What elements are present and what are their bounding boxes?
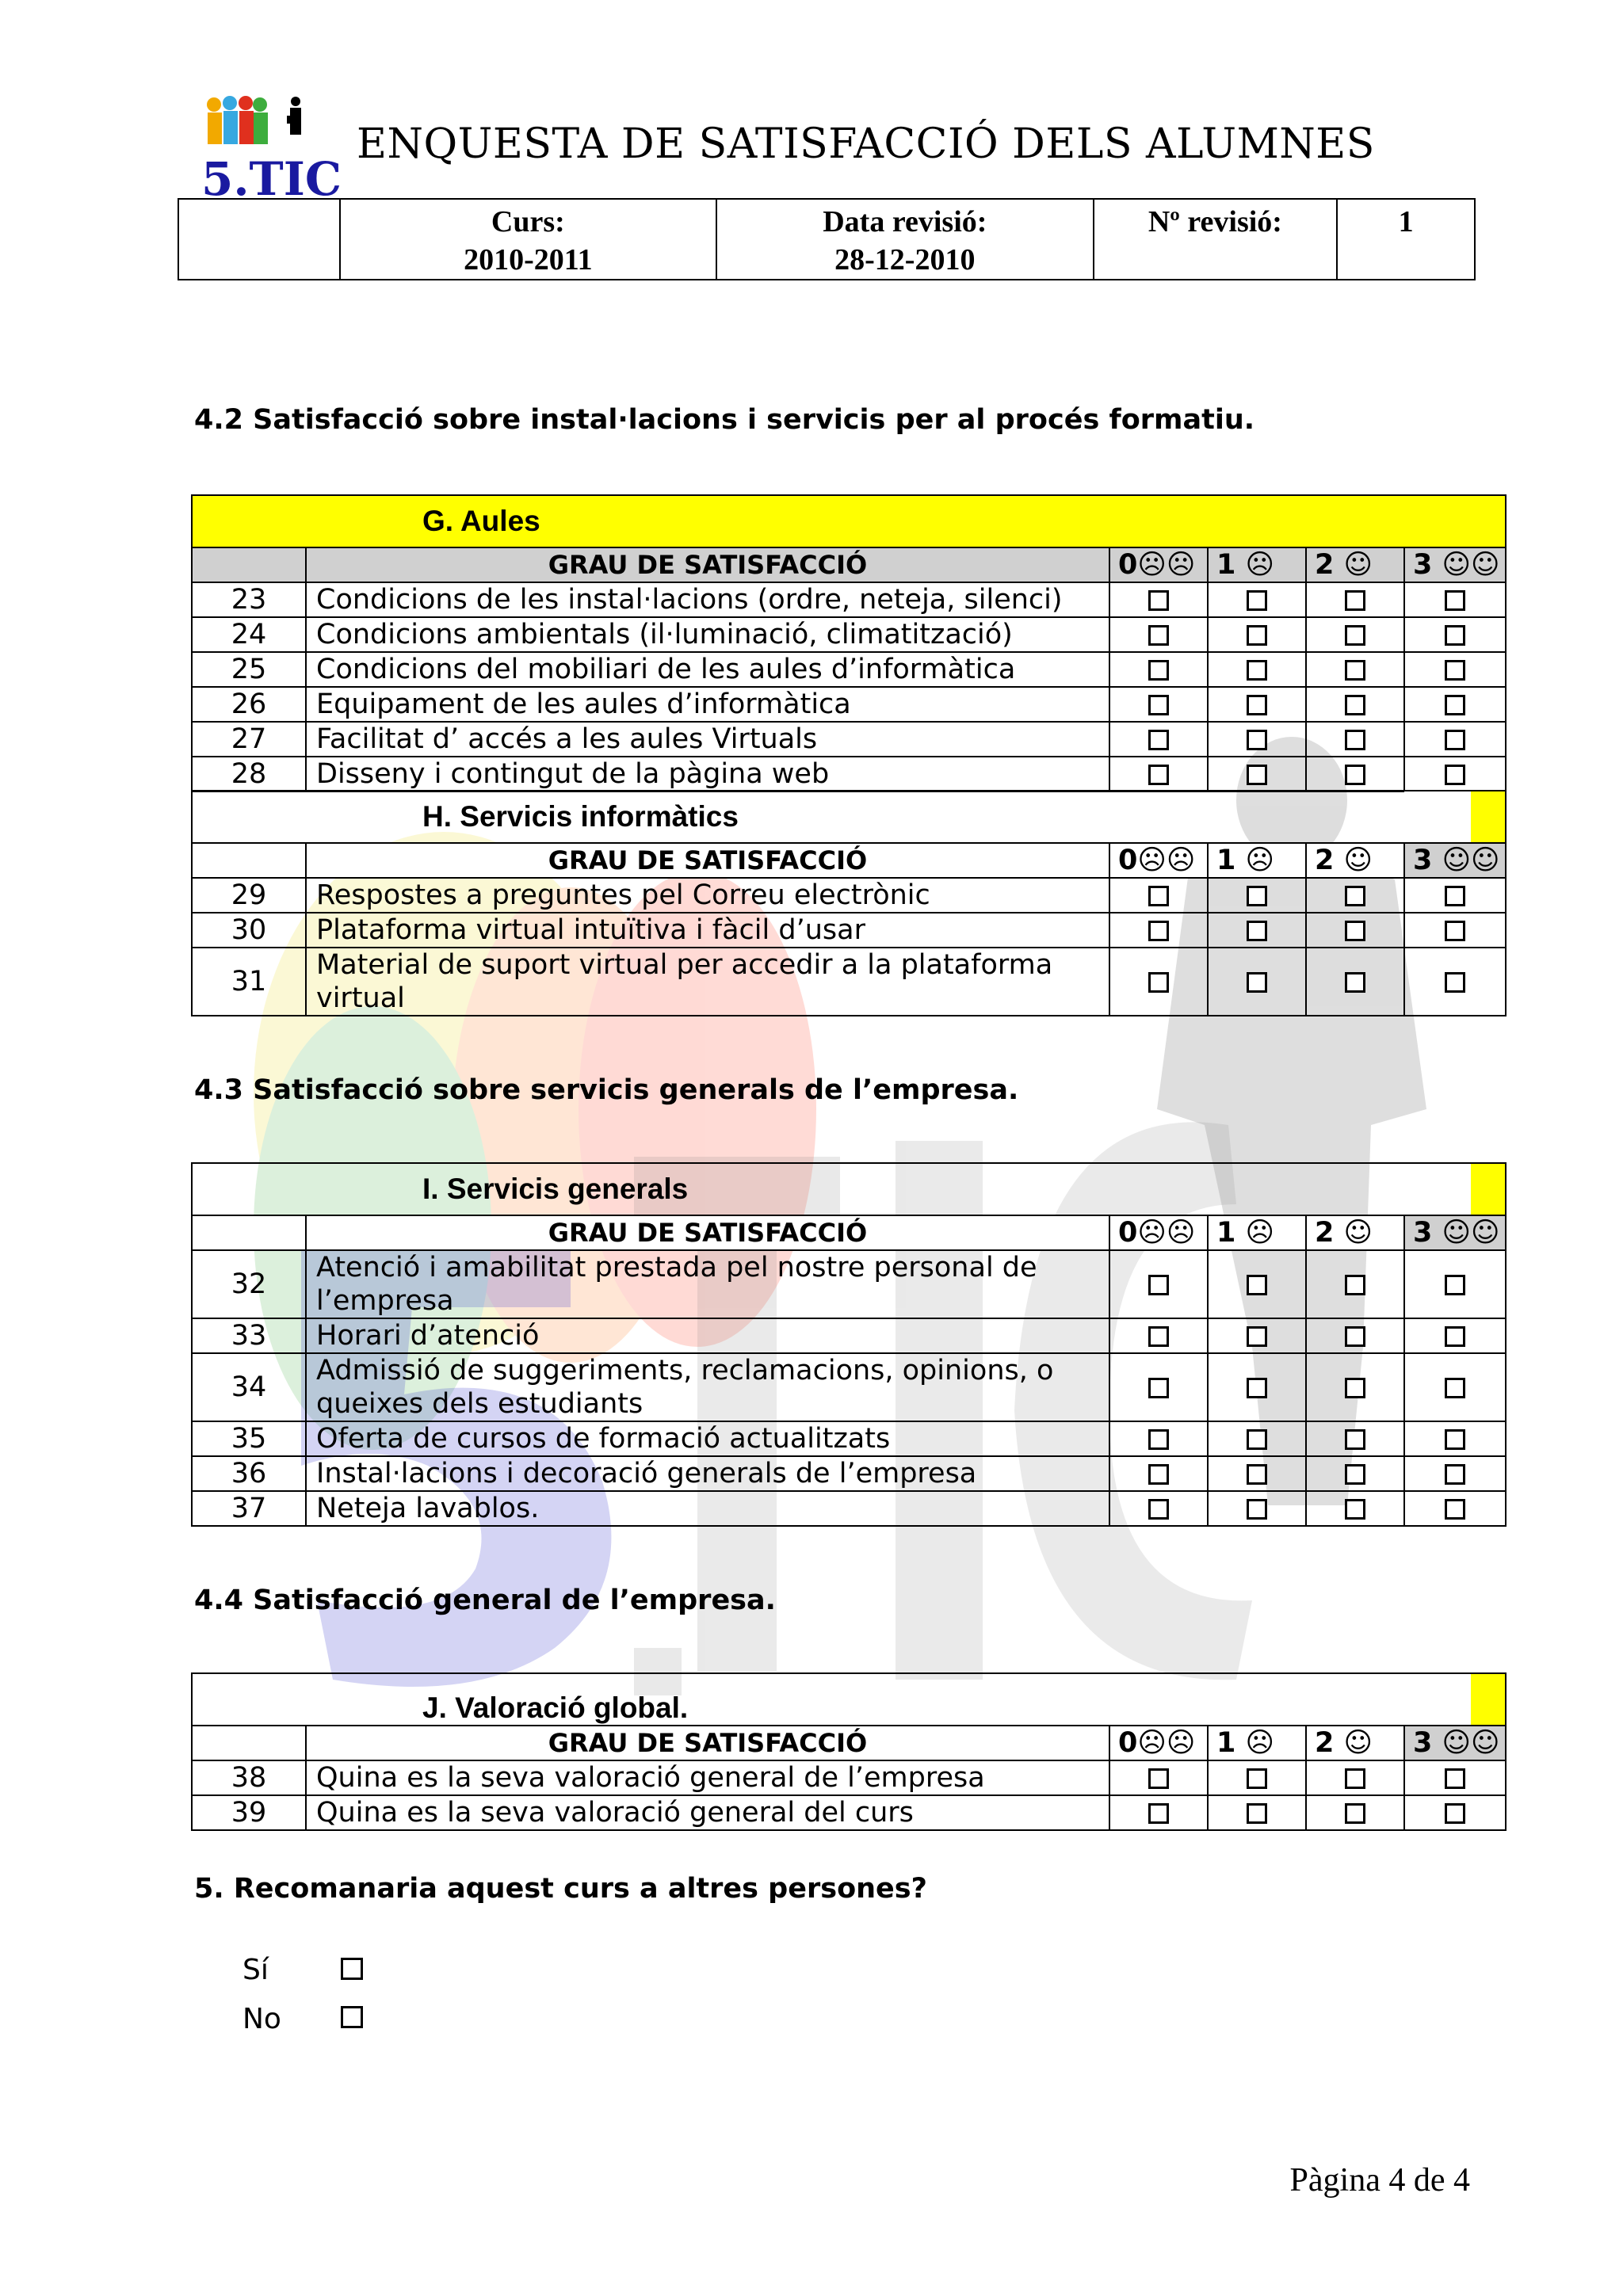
meta-empty-cell xyxy=(178,199,340,280)
rating-checkbox-3[interactable] xyxy=(1445,730,1465,750)
rating-cell-2 xyxy=(1306,913,1404,948)
rating-checkbox-2[interactable] xyxy=(1345,730,1365,750)
rating-checkbox-3[interactable] xyxy=(1445,765,1465,785)
rating-cell-2 xyxy=(1306,1491,1404,1526)
rating-checkbox-1[interactable] xyxy=(1247,730,1267,750)
table-row xyxy=(192,617,1506,652)
num-revisio-label: Nº revisió: xyxy=(1094,199,1338,280)
rating-checkbox-2[interactable] xyxy=(1345,1429,1365,1450)
rating-cell-1 xyxy=(1208,1353,1306,1421)
header-num-cell xyxy=(192,547,306,582)
rating-cell-2 xyxy=(1306,687,1404,722)
company-logo xyxy=(197,93,342,206)
question-text: Material de suport virtual per accedir a la plataforma virtual xyxy=(306,948,1109,1016)
rating-cell-0 xyxy=(1109,1318,1208,1353)
rating-cell-3 xyxy=(1404,722,1506,757)
question-number: 37 xyxy=(192,1491,306,1526)
rating-checkbox-0[interactable] xyxy=(1148,1326,1169,1347)
rating-cell-1 xyxy=(1208,652,1306,687)
rating-cell-3 xyxy=(1404,1353,1506,1421)
rating-cell-2 xyxy=(1306,878,1404,913)
rating-cell-3 xyxy=(1404,1250,1506,1318)
rating-checkbox-3[interactable] xyxy=(1445,1768,1465,1789)
table-row xyxy=(192,1421,1506,1456)
table-row xyxy=(192,948,1506,1016)
scale-1: 1 ☹ xyxy=(1208,547,1306,582)
rating-cell-2 xyxy=(1306,948,1404,1016)
grau-label: GRAU DE SATISFACCIÓ xyxy=(306,843,1109,878)
rating-cell-1 xyxy=(1208,1760,1306,1795)
table-row xyxy=(192,1353,1506,1421)
scale-1: 1 ☹ xyxy=(1208,843,1306,878)
rating-checkbox-3[interactable] xyxy=(1445,1275,1465,1295)
question-number: 34 xyxy=(192,1353,306,1421)
question-number: 31 xyxy=(192,948,306,1016)
rating-cell-0 xyxy=(1109,1760,1208,1795)
rating-checkbox-3[interactable] xyxy=(1445,1464,1465,1485)
section-5-heading: 5. Recomanaria aquest curs a altres persones? xyxy=(194,1873,927,1905)
rating-cell-0 xyxy=(1109,757,1208,791)
rating-cell-1 xyxy=(1208,1250,1306,1318)
rating-cell-0 xyxy=(1109,722,1208,757)
rating-checkbox-1[interactable] xyxy=(1247,695,1267,715)
question-text: Condicions ambientals (il·luminació, climatització) xyxy=(306,617,1109,652)
table-row xyxy=(192,652,1506,687)
scale-0: 0☹☹ xyxy=(1109,1726,1208,1760)
curs-cell xyxy=(340,199,716,280)
rating-cell-0 xyxy=(1109,652,1208,687)
rating-checkbox-3[interactable] xyxy=(1445,1429,1465,1450)
question-number: 28 xyxy=(192,757,306,791)
section-4-3-heading: 4.3 Satisfacció sobre servicis generals de l’empresa. xyxy=(194,1074,1019,1106)
rating-cell-2 xyxy=(1306,1795,1404,1830)
rating-cell-0 xyxy=(1109,687,1208,722)
rating-checkbox-3[interactable] xyxy=(1445,1378,1465,1398)
table-row xyxy=(192,687,1506,722)
question-text: Respostes a preguntes pel Correu electrònic xyxy=(306,878,1109,913)
question-text: Admissió de suggeriments, reclamacions, opinions, o queixes dels estudiants xyxy=(306,1353,1109,1421)
rating-cell-2 xyxy=(1306,617,1404,652)
rating-cell-1 xyxy=(1208,687,1306,722)
question-number: 27 xyxy=(192,722,306,757)
rating-cell-1 xyxy=(1208,582,1306,617)
scale-0: 0☹☹ xyxy=(1109,1215,1208,1250)
rating-checkbox-3[interactable] xyxy=(1445,1499,1465,1520)
rating-cell-1 xyxy=(1208,1456,1306,1491)
rating-cell-3 xyxy=(1404,1491,1506,1526)
rating-checkbox-2[interactable] xyxy=(1345,590,1365,611)
rating-cell-0 xyxy=(1109,1421,1208,1456)
rating-checkbox-0[interactable] xyxy=(1148,1803,1169,1824)
table-title-band xyxy=(192,495,1506,547)
rating-checkbox-3[interactable] xyxy=(1445,886,1465,906)
rating-cell-2 xyxy=(1306,1456,1404,1491)
rating-checkbox-3[interactable] xyxy=(1445,590,1465,611)
rating-checkbox-3[interactable] xyxy=(1445,972,1465,993)
rating-checkbox-1[interactable] xyxy=(1247,1378,1267,1398)
scale-0: 0☹☹ xyxy=(1109,547,1208,582)
num-revisio-value: 1 xyxy=(1337,199,1475,280)
scale-3: 3 ☺☺ xyxy=(1404,843,1506,878)
rating-cell-0 xyxy=(1109,1456,1208,1491)
data-revisio-cell xyxy=(716,199,1094,280)
question-text: Neteja lavablos. xyxy=(306,1491,1109,1526)
rating-cell-3 xyxy=(1404,1760,1506,1795)
rating-checkbox-2[interactable] xyxy=(1345,765,1365,785)
rating-cell-2 xyxy=(1306,1353,1404,1421)
rating-checkbox-1[interactable] xyxy=(1247,886,1267,906)
rating-checkbox-0[interactable] xyxy=(1148,1464,1169,1485)
table-aules xyxy=(191,494,1507,792)
rating-checkbox-2[interactable] xyxy=(1345,1499,1365,1520)
question-number: 38 xyxy=(192,1760,306,1795)
question-text: Facilitat d’ accés a les aules Virtuals xyxy=(306,722,1109,757)
rating-cell-3 xyxy=(1404,617,1506,652)
title-corner xyxy=(1404,791,1506,843)
table-title-band xyxy=(192,1673,1404,1726)
rating-cell-3 xyxy=(1404,878,1506,913)
table-row xyxy=(192,582,1506,617)
table-title: I. Servicis generals xyxy=(422,1173,689,1205)
rating-cell-1 xyxy=(1208,1491,1306,1526)
rating-cell-3 xyxy=(1404,913,1506,948)
rating-checkbox-3[interactable] xyxy=(1445,921,1465,941)
rating-checkbox-1[interactable] xyxy=(1247,765,1267,785)
table-row xyxy=(192,1491,1506,1526)
rating-cell-3 xyxy=(1404,1421,1506,1456)
rating-cell-1 xyxy=(1208,1795,1306,1830)
rating-checkbox-1[interactable] xyxy=(1247,1326,1267,1347)
rating-checkbox-2[interactable] xyxy=(1345,921,1365,941)
answer-no-checkbox[interactable] xyxy=(341,2006,363,2028)
table-row xyxy=(192,1795,1506,1830)
rating-checkbox-3[interactable] xyxy=(1445,695,1465,715)
rating-checkbox-2[interactable] xyxy=(1345,1378,1365,1398)
question-text: Quina es la seva valoració general de l’empresa xyxy=(306,1760,1109,1795)
curs-label: Curs: xyxy=(491,205,565,238)
scale-3: 3 ☺☺ xyxy=(1404,1215,1506,1250)
rating-checkbox-2[interactable] xyxy=(1345,1275,1365,1295)
rating-cell-2 xyxy=(1306,1318,1404,1353)
question-number: 26 xyxy=(192,687,306,722)
rating-checkbox-0[interactable] xyxy=(1148,1429,1169,1450)
rating-cell-0 xyxy=(1109,878,1208,913)
question-text: Condicions de les instal·lacions (ordre, neteja, silenci) xyxy=(306,582,1109,617)
rating-cell-1 xyxy=(1208,617,1306,652)
question-number: 35 xyxy=(192,1421,306,1456)
rating-cell-2 xyxy=(1306,1760,1404,1795)
rating-checkbox-0[interactable] xyxy=(1148,921,1169,941)
question-number: 23 xyxy=(192,582,306,617)
rating-checkbox-0[interactable] xyxy=(1148,730,1169,750)
question-text: Horari d’atenció xyxy=(306,1318,1109,1353)
rating-checkbox-0[interactable] xyxy=(1148,886,1169,906)
rating-cell-0 xyxy=(1109,1250,1208,1318)
table-title: G. Aules xyxy=(422,505,540,537)
rating-cell-0 xyxy=(1109,582,1208,617)
scale-2: 2 ☺ xyxy=(1306,1215,1404,1250)
rating-cell-3 xyxy=(1404,652,1506,687)
table-title-band xyxy=(192,791,1404,843)
table-title-band xyxy=(192,1163,1404,1215)
rating-checkbox-0[interactable] xyxy=(1148,765,1169,785)
scale-0: 0☹☹ xyxy=(1109,843,1208,878)
answer-no-label: No xyxy=(242,2003,281,2035)
rating-checkbox-0[interactable] xyxy=(1148,1499,1169,1520)
table-row xyxy=(192,757,1506,791)
question-number: 33 xyxy=(192,1318,306,1353)
question-number: 29 xyxy=(192,878,306,913)
table-row xyxy=(192,1318,1506,1353)
question-text: Plataforma virtual intuïtiva i fàcil d’usar xyxy=(306,913,1109,948)
table-row xyxy=(192,913,1506,948)
question-number: 30 xyxy=(192,913,306,948)
rating-checkbox-1[interactable] xyxy=(1247,1429,1267,1450)
scale-3: 3 ☺☺ xyxy=(1404,1726,1506,1760)
question-text: Atenció i amabilitat prestada pel nostre personal de l’empresa xyxy=(306,1250,1109,1318)
table-title: J. Valoració global. xyxy=(422,1691,689,1724)
rating-cell-1 xyxy=(1208,722,1306,757)
scale-1: 1 ☹ xyxy=(1208,1726,1306,1760)
rating-cell-2 xyxy=(1306,757,1404,791)
question-number: 25 xyxy=(192,652,306,687)
rating-cell-1 xyxy=(1208,1318,1306,1353)
question-number: 36 xyxy=(192,1456,306,1491)
rating-checkbox-1[interactable] xyxy=(1247,1803,1267,1824)
rating-cell-0 xyxy=(1109,1353,1208,1421)
rating-cell-0 xyxy=(1109,948,1208,1016)
rating-cell-1 xyxy=(1208,948,1306,1016)
rating-checkbox-1[interactable] xyxy=(1247,660,1267,681)
table-valoracio-global xyxy=(191,1672,1507,1831)
rating-cell-3 xyxy=(1404,757,1506,791)
rating-checkbox-2[interactable] xyxy=(1345,1326,1365,1347)
rating-cell-3 xyxy=(1404,1456,1506,1491)
rating-checkbox-2[interactable] xyxy=(1345,886,1365,906)
title-corner xyxy=(1404,1673,1506,1726)
grau-label: GRAU DE SATISFACCIÓ xyxy=(306,1215,1109,1250)
section-4-2-heading: 4.2 Satisfacció sobre instal·lacions i servicis per al procés formatiu. xyxy=(194,404,1255,436)
title-corner xyxy=(1404,1163,1506,1215)
header-num-cell xyxy=(192,1215,306,1250)
table-row xyxy=(192,878,1506,913)
rating-cell-3 xyxy=(1404,582,1506,617)
rating-cell-3 xyxy=(1404,687,1506,722)
header-num-cell xyxy=(192,843,306,878)
table-servicis-informatics xyxy=(191,790,1507,1016)
question-number: 39 xyxy=(192,1795,306,1830)
rating-cell-1 xyxy=(1208,757,1306,791)
table-row xyxy=(192,1250,1506,1318)
rating-cell-2 xyxy=(1306,1421,1404,1456)
rating-checkbox-0[interactable] xyxy=(1148,972,1169,993)
rating-cell-2 xyxy=(1306,722,1404,757)
scale-3: 3 ☺☺ xyxy=(1404,547,1506,582)
answer-yes-checkbox[interactable] xyxy=(341,1958,363,1980)
data-revisio-value: 28-12-2010 xyxy=(834,243,976,277)
page-number: Pàgina 4 de 4 xyxy=(1289,2162,1470,2199)
rating-cell-1 xyxy=(1208,913,1306,948)
rating-cell-0 xyxy=(1109,913,1208,948)
svg-text:5.TIC: 5.TIC xyxy=(201,152,342,206)
rating-cell-0 xyxy=(1109,1795,1208,1830)
rating-checkbox-1[interactable] xyxy=(1247,590,1267,611)
scale-2: 2 ☺ xyxy=(1306,1726,1404,1760)
question-number: 24 xyxy=(192,617,306,652)
question-text: Oferta de cursos de formació actualitzats xyxy=(306,1421,1109,1456)
table-title: H. Servicis informàtics xyxy=(422,800,739,833)
rating-checkbox-0[interactable] xyxy=(1148,590,1169,611)
rating-checkbox-0[interactable] xyxy=(1148,695,1169,715)
rating-checkbox-3[interactable] xyxy=(1445,1326,1465,1347)
rating-cell-1 xyxy=(1208,878,1306,913)
rating-checkbox-1[interactable] xyxy=(1247,1464,1267,1485)
rating-cell-3 xyxy=(1404,948,1506,1016)
rating-cell-3 xyxy=(1404,1318,1506,1353)
rating-checkbox-2[interactable] xyxy=(1345,660,1365,681)
question-text: Condicions del mobiliari de les aules d’informàtica xyxy=(306,652,1109,687)
scale-2: 2 ☺ xyxy=(1306,547,1404,582)
rating-checkbox-2[interactable] xyxy=(1345,625,1365,646)
rating-checkbox-3[interactable] xyxy=(1445,1803,1465,1824)
rating-checkbox-3[interactable] xyxy=(1445,625,1465,646)
grau-label: GRAU DE SATISFACCIÓ xyxy=(306,547,1109,582)
rating-cell-2 xyxy=(1306,652,1404,687)
rating-cell-2 xyxy=(1306,582,1404,617)
rating-checkbox-0[interactable] xyxy=(1148,1768,1169,1789)
data-revisio-label: Data revisió: xyxy=(823,205,987,238)
rating-checkbox-0[interactable] xyxy=(1148,1378,1169,1398)
rating-cell-0 xyxy=(1109,1491,1208,1526)
rating-checkbox-2[interactable] xyxy=(1345,1464,1365,1485)
rating-checkbox-1[interactable] xyxy=(1247,1275,1267,1295)
revision-table xyxy=(178,198,1476,280)
rating-checkbox-2[interactable] xyxy=(1345,972,1365,993)
rating-cell-2 xyxy=(1306,1250,1404,1318)
rating-cell-1 xyxy=(1208,1421,1306,1456)
scale-1: 1 ☹ xyxy=(1208,1215,1306,1250)
answer-yes-label: Sí xyxy=(242,1954,269,1986)
rating-checkbox-1[interactable] xyxy=(1247,1499,1267,1520)
section-4-4-heading: 4.4 Satisfacció general de l’empresa. xyxy=(194,1585,776,1616)
table-servicis-generals xyxy=(191,1162,1507,1527)
rating-checkbox-0[interactable] xyxy=(1148,625,1169,646)
question-text: Disseny i contingut de la pàgina web xyxy=(306,757,1109,791)
table-row xyxy=(192,1456,1506,1491)
rating-checkbox-1[interactable] xyxy=(1247,625,1267,646)
rating-checkbox-1[interactable] xyxy=(1247,1768,1267,1789)
question-text: Instal·lacions i decoració generals de l’empresa xyxy=(306,1456,1109,1491)
curs-value: 2010-2011 xyxy=(464,243,593,277)
question-text: Equipament de les aules d’informàtica xyxy=(306,687,1109,722)
rating-cell-0 xyxy=(1109,617,1208,652)
rating-checkbox-2[interactable] xyxy=(1345,1768,1365,1789)
grau-label: GRAU DE SATISFACCIÓ xyxy=(306,1726,1109,1760)
header-num-cell xyxy=(192,1726,306,1760)
rating-cell-3 xyxy=(1404,1795,1506,1830)
rating-checkbox-2[interactable] xyxy=(1345,1803,1365,1824)
table-row xyxy=(192,722,1506,757)
scale-2: 2 ☺ xyxy=(1306,843,1404,878)
document-title: ENQUESTA DE SATISFACCIÓ DELS ALUMNES xyxy=(357,120,1375,168)
rating-checkbox-2[interactable] xyxy=(1345,695,1365,715)
rating-checkbox-1[interactable] xyxy=(1247,921,1267,941)
rating-checkbox-1[interactable] xyxy=(1247,972,1267,993)
question-number: 32 xyxy=(192,1250,306,1318)
rating-checkbox-3[interactable] xyxy=(1445,660,1465,681)
rating-checkbox-0[interactable] xyxy=(1148,1275,1169,1295)
rating-checkbox-0[interactable] xyxy=(1148,660,1169,681)
table-row xyxy=(192,1760,1506,1795)
question-text: Quina es la seva valoració general del curs xyxy=(306,1795,1109,1830)
